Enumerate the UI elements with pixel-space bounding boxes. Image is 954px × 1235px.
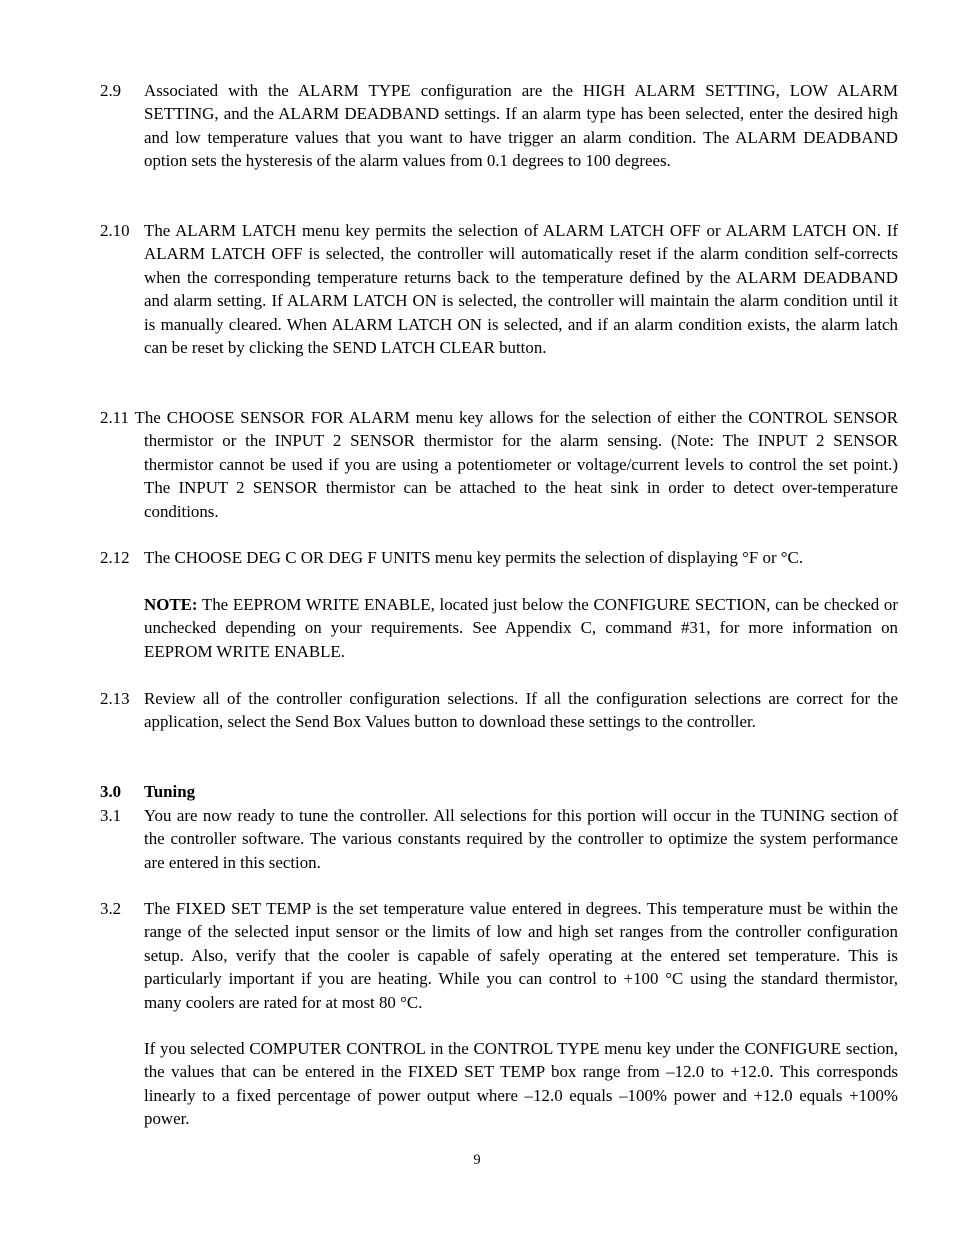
- section-number: 3.2: [100, 899, 122, 918]
- section-number: 3.0: [100, 782, 122, 801]
- section-2-13: [100, 687, 898, 734]
- section-text: The CHOOSE DEG C OR DEG F UNITS menu key permits the selection of displaying °F or °C.: [144, 548, 804, 567]
- section-2-9: [100, 79, 898, 173]
- section-text: If you selected COMPUTER CONTROL in the CONTROL TYPE menu key under the CONFIGURE section, the values that can be entered in the FIXED SET TEMP box range from –12.0 to +12.0. This corresponds linearly to a fixed percentage of power output where –12.0 equals –100% power and +12.0 equals +100% power.: [144, 1039, 898, 1129]
- section-body: The CHOOSE SENSOR FOR ALARM menu key allows for the selection of either the CONTROL SENSOR thermistor or the INPUT 2 SENSOR thermistor for the alarm sensing. (Note: The INPUT 2 SENSOR thermistor cannot be used if you are using a potentiometer or voltage/current levels to control the set point.) The INPUT 2 SENSOR thermistor can be attached to the heat sink in order to detect over-temperature conditions.: [134, 408, 899, 521]
- section-number: 2.10: [100, 221, 130, 240]
- section-text: [100, 406, 898, 523]
- section-number: 2.12: [100, 548, 130, 567]
- section-number: 2.11: [100, 408, 129, 427]
- section-3-0-heading: [100, 780, 898, 803]
- section-3-1: [100, 804, 898, 874]
- section-number: 2.13: [100, 689, 130, 708]
- note-text: [144, 593, 898, 663]
- page-number: 9: [473, 1152, 481, 1168]
- section-title: Tuning: [144, 782, 196, 801]
- section-text: Review all of the controller configuration selections. If all the configuration selections are correct for the application, select the Send Box Values button to download these settings to the controller.: [144, 689, 898, 732]
- section-2-11: [100, 406, 898, 523]
- section-2-10: [100, 219, 898, 359]
- section-text: The ALARM LATCH menu key permits the selection of ALARM LATCH OFF or ALARM LATCH ON. If ALARM LATCH OFF is selected, the controller will automatically reset if the alarm condition self-corrects when the corresponding temperature returns back to the temperature defined by the ALARM DEADBAND and alarm setting. If ALARM LATCH ON is selected, the controller will maintain the alarm condition until it is manually cleared. When ALARM LATCH ON is selected, and if an alarm condition exists, the alarm latch can be reset by clicking the SEND LATCH CLEAR button.: [144, 221, 898, 358]
- section-3-2-continued: [100, 1037, 898, 1131]
- section-text: Associated with the ALARM TYPE configuration are the HIGH ALARM SETTING, LOW ALARM SETTING, and the ALARM DEADBAND settings. If an alarm type has been selected, enter the desired high and low temperature values that you want to have trigger an alarm condition. The ALARM DEADBAND option sets the hysteresis of the alarm values from 0.1 degrees to 100 degrees.: [144, 81, 898, 171]
- section-number: 2.9: [100, 81, 122, 100]
- section-text: The FIXED SET TEMP is the set temperature value entered in degrees. This temperature must be within the range of the selected input sensor or the limits of low and high set ranges from the controller configuration setup. Also, verify that the cooler is capable of safely operating at the entered set temperature. This is particularly important if you are heating. While you can control to +100 °C using the standard thermistor, many coolers are rated for at most 80 °C.: [144, 899, 898, 1012]
- note-label: NOTE:: [144, 595, 198, 614]
- section-number: 3.1: [100, 806, 122, 825]
- section-text: You are now ready to tune the controller. All selections for this portion will occur in the TUNING section of the controller software. The various constants required by the controller to optimize the system performance are entered in this section.: [144, 806, 898, 872]
- section-3-2: [100, 897, 898, 1014]
- section-2-12: [100, 546, 898, 569]
- note-body: The EEPROM WRITE ENABLE, located just below the CONFIGURE SECTION, can be checked or unchecked depending on your requirements. See Appendix C, command #31, for more information on EEPROM WRITE ENABLE.: [144, 595, 898, 661]
- note-block: [100, 593, 898, 663]
